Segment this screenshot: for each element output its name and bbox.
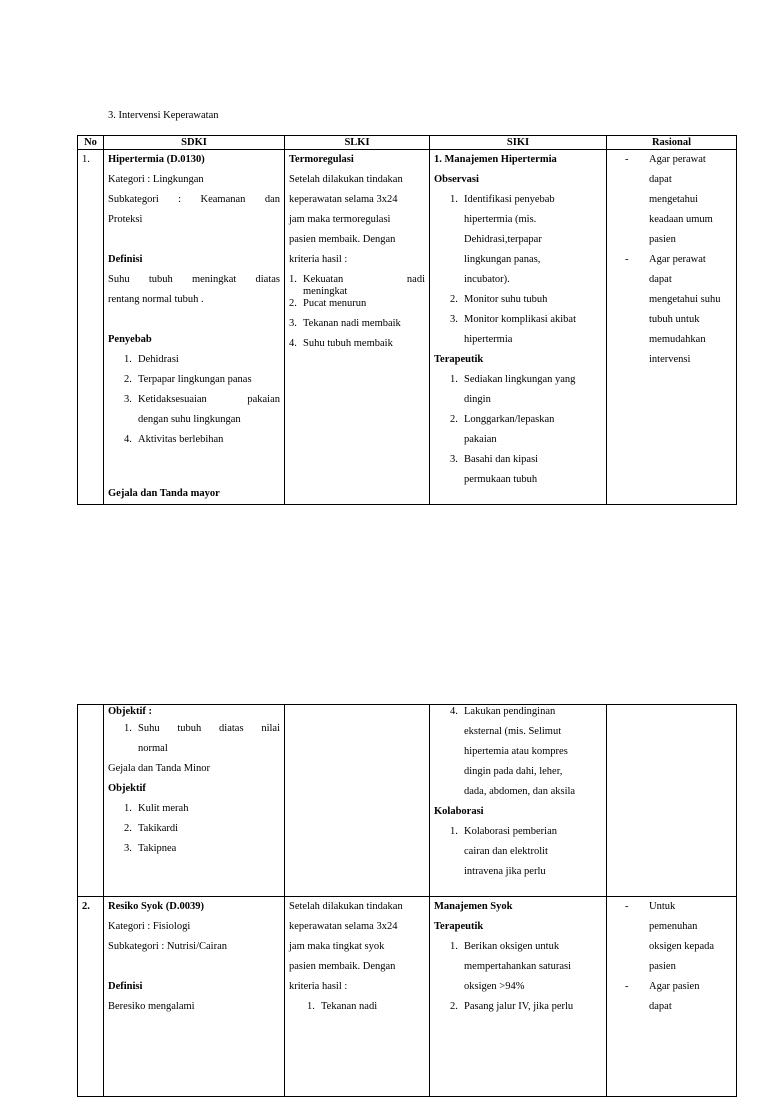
list-item: 2. Terpapar lingkungan panas <box>124 374 252 385</box>
list-item: 1. Tekanan nadi <box>307 1001 378 1012</box>
section-heading: Definisi <box>108 254 143 265</box>
intervention-table-continued <box>77 704 737 1097</box>
section-heading: Definisi <box>108 981 143 992</box>
table-row <box>78 705 737 897</box>
page-heading: 3. Intervensi Keperawatan <box>108 110 219 121</box>
outcome-title: Termoregulasi <box>289 154 354 165</box>
table-header-row <box>78 136 737 150</box>
siki-cell <box>430 897 607 1097</box>
list-item: 1. Identifikasi penyebab hipertermia (mis. Dehidrasi,terpapar lingkungan panas, incubator). <box>450 194 555 285</box>
intervention-title: Manajemen Syok <box>434 901 513 912</box>
intervention-title: 1. Manajemen Hipertermia <box>434 154 557 165</box>
list-item: 3. Monitor komplikasi akibat hipertermia <box>450 314 576 345</box>
siki-cell <box>430 150 607 505</box>
header-sdki: SDKI <box>104 136 285 150</box>
slki-cell: Setelah dilakukan tindakan keperawatan selama 3x24 jam maka tingkat syok pasien membaik. Dengan kriteria hasil : 1. Tekanan nadi <box>285 897 430 1097</box>
list-item: 3. Ketidaksesuaian pakaian dengan suhu lingkungan <box>124 394 280 425</box>
list-item: 1. Dehidrasi <box>124 354 179 365</box>
sdki-cell: Hipertermia (D.0130) Kategori : Lingkungan Subkategori : Keamanan dan Proteksi Definisi Suhu tubuh meningkat diatas rentang normal tubuh . Penyebab 1. Dehidrasi 2. Terpapar lingkungan panas 3. Ketidaksesuaian pakaian dengan suhu lingkungan 4. Aktivitas berlebihan Gejala dan Tanda mayor <box>104 150 285 505</box>
list-item: - Agar pasien dapat <box>625 981 700 1012</box>
rasional-cell <box>607 897 737 1097</box>
list-item: 1. Kekuatan nadi meningkat <box>289 274 425 297</box>
diagnosis-title: Resiko Syok (D.0039) <box>108 901 204 912</box>
list-item: 1. Kolaborasi pemberian cairan dan elektrolit intravena jika perlu <box>450 826 558 877</box>
list-item: 3. Tekanan nadi membaik <box>289 318 401 329</box>
header-no: No <box>78 136 104 150</box>
header-rasional: Rasional <box>607 136 737 150</box>
section-heading: Penyebab <box>108 334 152 345</box>
rasional-cell <box>607 150 737 505</box>
sdki-cell: Objektif : 1. Suhu tubuh diatas nilai normal Gejala dan Tanda Minor Objektif 1. Kulit merah 2. Takikardi 3. Takipnea <box>104 705 285 897</box>
list-item: 4. Lakukan pendinginan eksternal (mis. Selimut hipertemia atau kompres dingin pada dahi, leher, dada, abdomen, dan aksila <box>450 706 576 797</box>
section-heading: Observasi <box>434 174 479 185</box>
list-item: 2. Monitor suhu tubuh <box>450 294 548 305</box>
section-heading: Kolaborasi <box>434 806 484 817</box>
section-heading: Gejala dan Tanda mayor <box>108 488 220 499</box>
table-row <box>78 150 737 505</box>
siki-cell <box>430 705 607 897</box>
section-heading: Objektif <box>108 783 146 794</box>
table-row <box>78 897 737 1097</box>
header-siki: SIKI <box>430 136 607 150</box>
header-slki: SLKI <box>285 136 430 150</box>
section-heading: Objektif : <box>108 706 153 717</box>
list-item: - Agar perawat dapat mengetahui keadaan umum pasien <box>625 154 713 245</box>
list-item: 2. Pasang jalur IV, jika perlu <box>450 1001 574 1012</box>
list-item: - Agar perawat dapat mengetahui suhu tubuh untuk memudahkan intervensi <box>625 254 721 365</box>
list-item: 3. Basahi dan kipasi permukaan tubuh <box>450 454 539 485</box>
row-number: 2. <box>78 897 104 1097</box>
list-item: 1. Sediakan lingkungan yang dingin <box>450 374 576 405</box>
list-item: 1. Kulit merah <box>124 803 189 814</box>
row-number: 1. <box>78 150 104 505</box>
list-item: 1. Suhu tubuh diatas nilai normal <box>124 723 280 754</box>
slki-cell: Termoregulasi Setelah dilakukan tindakan keperawatan selama 3x24 jam maka termoregulasi pasien membaik. Dengan kriteria hasil : 1. Kekuatan nadi meningkat 2. Pucat menurun 3. Tekanan nadi membaik 4. Suhu tubuh membaik <box>285 150 430 505</box>
diagnosis-title: Hipertermia (D.0130) <box>108 154 205 165</box>
list-item: 2. Takikardi <box>124 823 179 834</box>
section-heading: Terapeutik <box>434 354 484 365</box>
sdki-cell: Resiko Syok (D.0039) Kategori : Fisiologi Subkategori : Nutrisi/Cairan Definisi Beresiko mengalami <box>104 897 285 1097</box>
list-item: 4. Aktivitas berlebihan <box>124 434 224 445</box>
list-item: 4. Suhu tubuh membaik <box>289 338 393 349</box>
list-item: 1. Berikan oksigen untuk mempertahankan saturasi oksigen >94% <box>450 941 571 992</box>
section-heading: Terapeutik <box>434 921 484 932</box>
list-item: 3. Takipnea <box>124 843 177 854</box>
list-item: 2. Longgarkan/lepaskan pakaian <box>450 414 555 445</box>
intervention-table <box>77 135 737 505</box>
list-item: - Untuk pemenuhan oksigen kepada pasien <box>625 901 715 972</box>
list-item: 2. Pucat menurun <box>289 298 367 309</box>
